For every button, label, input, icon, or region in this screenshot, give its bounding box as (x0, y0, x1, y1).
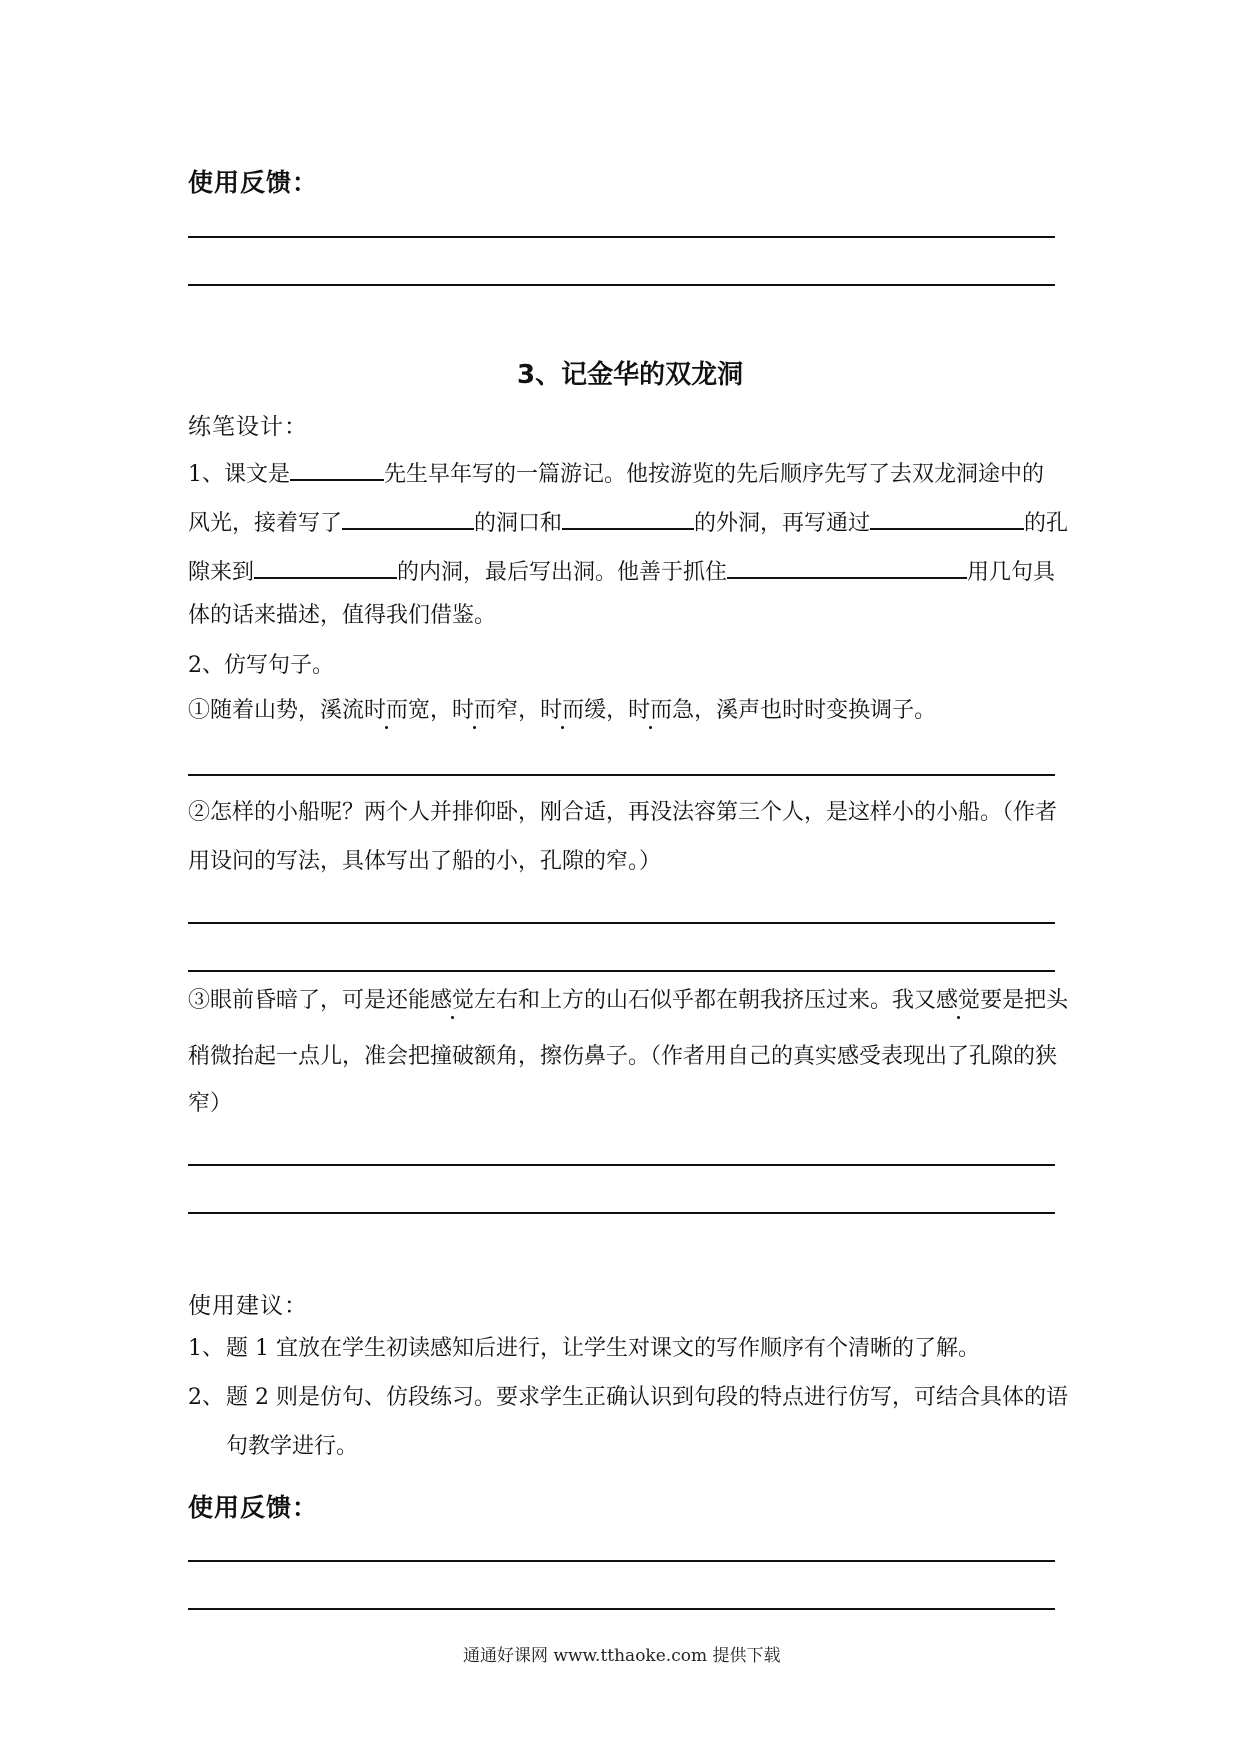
q1-blank-author[interactable] (290, 458, 384, 481)
q2-sentence-3-line-1 (188, 990, 1068, 1012)
top-feedback-line-2[interactable] (188, 284, 1055, 286)
q2-sentence-2-line-2: 用设问的写法，具体写出了船的小，孔隙的窄。） (188, 849, 662, 874)
q1-line-1 (188, 458, 1044, 486)
suggestion-text: 题 1 宜放在学生初读感知后进行，让学生对课文的写作顺序有个清晰的了解。 (226, 1336, 980, 1361)
q2-answer-line-3[interactable] (188, 970, 1055, 972)
q2-text: 急，溪声也时时变换调子。 (672, 698, 937, 723)
q1-blank-outer-cave[interactable] (562, 507, 694, 530)
q2-sentence-3-line-3: 窄） (188, 1091, 233, 1116)
q2-sentence-1 (188, 700, 936, 722)
q1-text: 的孔 (1024, 511, 1069, 536)
suggestions-heading: 使用建议： (188, 1293, 308, 1319)
q1-line-3 (188, 556, 1055, 584)
suggestion-item-2-cont: 句教学进行。 (226, 1434, 359, 1459)
q1-text: 的外洞，再写通过 (694, 511, 871, 536)
emphasis-dotted-text: 感觉 (936, 988, 981, 1013)
q2-text: 宽， (408, 698, 453, 723)
suggestion-text: 题 2 则是仿句、仿段练习。要求学生正确认识到句段的特点进行仿写，可结合具体的语 (226, 1385, 1068, 1410)
q1-line-4: 体的话来描述，值得我们借鉴。 (188, 603, 497, 628)
q1-blank-inner-cave[interactable] (254, 556, 397, 579)
suggestion-number: 1、 (188, 1336, 224, 1361)
q2-text: 缓， (584, 698, 629, 723)
q2-text: ①随着山势，溪流 (188, 698, 365, 723)
q2-sentence-2-line-1: ②怎样的小船呢？两个人并排仰卧，刚合适，再没法容第三个人，是这样小的小船。（作者 (188, 800, 1058, 825)
emphasis-dotted-text: 时而 (540, 698, 585, 723)
emphasis-dotted-text: 时而 (452, 698, 497, 723)
section-title: 3、记金华的双龙洞 (517, 360, 744, 390)
q1-text: 隙来到 (188, 560, 255, 585)
q2-answer-line-2[interactable] (188, 922, 1055, 924)
q1-text: 风光，接着写了 (188, 511, 343, 536)
emphasis-dotted-text: 时而 (628, 698, 673, 723)
suggestion-item-2 (188, 1387, 1068, 1409)
q2-text: 要是把头 (980, 988, 1069, 1013)
suggestion-number: 2、 (188, 1385, 224, 1410)
q1-text: 1、课文是 (188, 462, 290, 487)
q2-title: 2、仿写句子。 (188, 653, 334, 678)
emphasis-dotted-text: 时而 (364, 698, 409, 723)
q2-text: 窄， (496, 698, 541, 723)
q2-answer-line-5[interactable] (188, 1212, 1055, 1214)
bottom-feedback-line-2[interactable] (188, 1608, 1055, 1610)
q1-text: 用几句具 (967, 560, 1056, 585)
bottom-feedback-label: 使用反馈： (188, 1493, 319, 1522)
bottom-feedback-line-1[interactable] (188, 1560, 1055, 1562)
suggestion-item-1 (188, 1338, 980, 1360)
q2-answer-line-4[interactable] (188, 1164, 1055, 1166)
q2-text: 左右和上方的山石似乎都在朝我挤压过来。我又 (474, 988, 937, 1013)
q1-text: 的内洞，最后写出洞。他善于抓住 (397, 560, 728, 585)
q1-line-2 (188, 507, 1068, 535)
footer-credit: 通通好课网 www.tthaoke.com 提供下载 (463, 1646, 781, 1666)
q1-text: 的洞口和 (474, 511, 563, 536)
q1-blank-cave-mouth[interactable] (342, 507, 474, 530)
practice-heading: 练笔设计： (188, 414, 308, 440)
q1-text: 先生早年写的一篇游记。他按游览的先后顺序先写了去双龙洞途中的 (384, 462, 1045, 487)
top-feedback-label: 使用反馈： (188, 168, 319, 197)
top-feedback-line-1[interactable] (188, 236, 1055, 238)
q2-sentence-3-line-2: 稍微抬起一点儿，准会把撞破额角，擦伤鼻子。（作者用自己的真实感受表现出了孔隙的狭 (188, 1044, 1058, 1069)
q2-answer-line-1[interactable] (188, 774, 1055, 776)
q1-blank-feature[interactable] (727, 556, 967, 579)
emphasis-dotted-text: 感觉 (430, 988, 475, 1013)
q2-text: ③眼前昏暗了，可是还能 (188, 988, 431, 1013)
q1-blank-gap[interactable] (870, 507, 1024, 530)
